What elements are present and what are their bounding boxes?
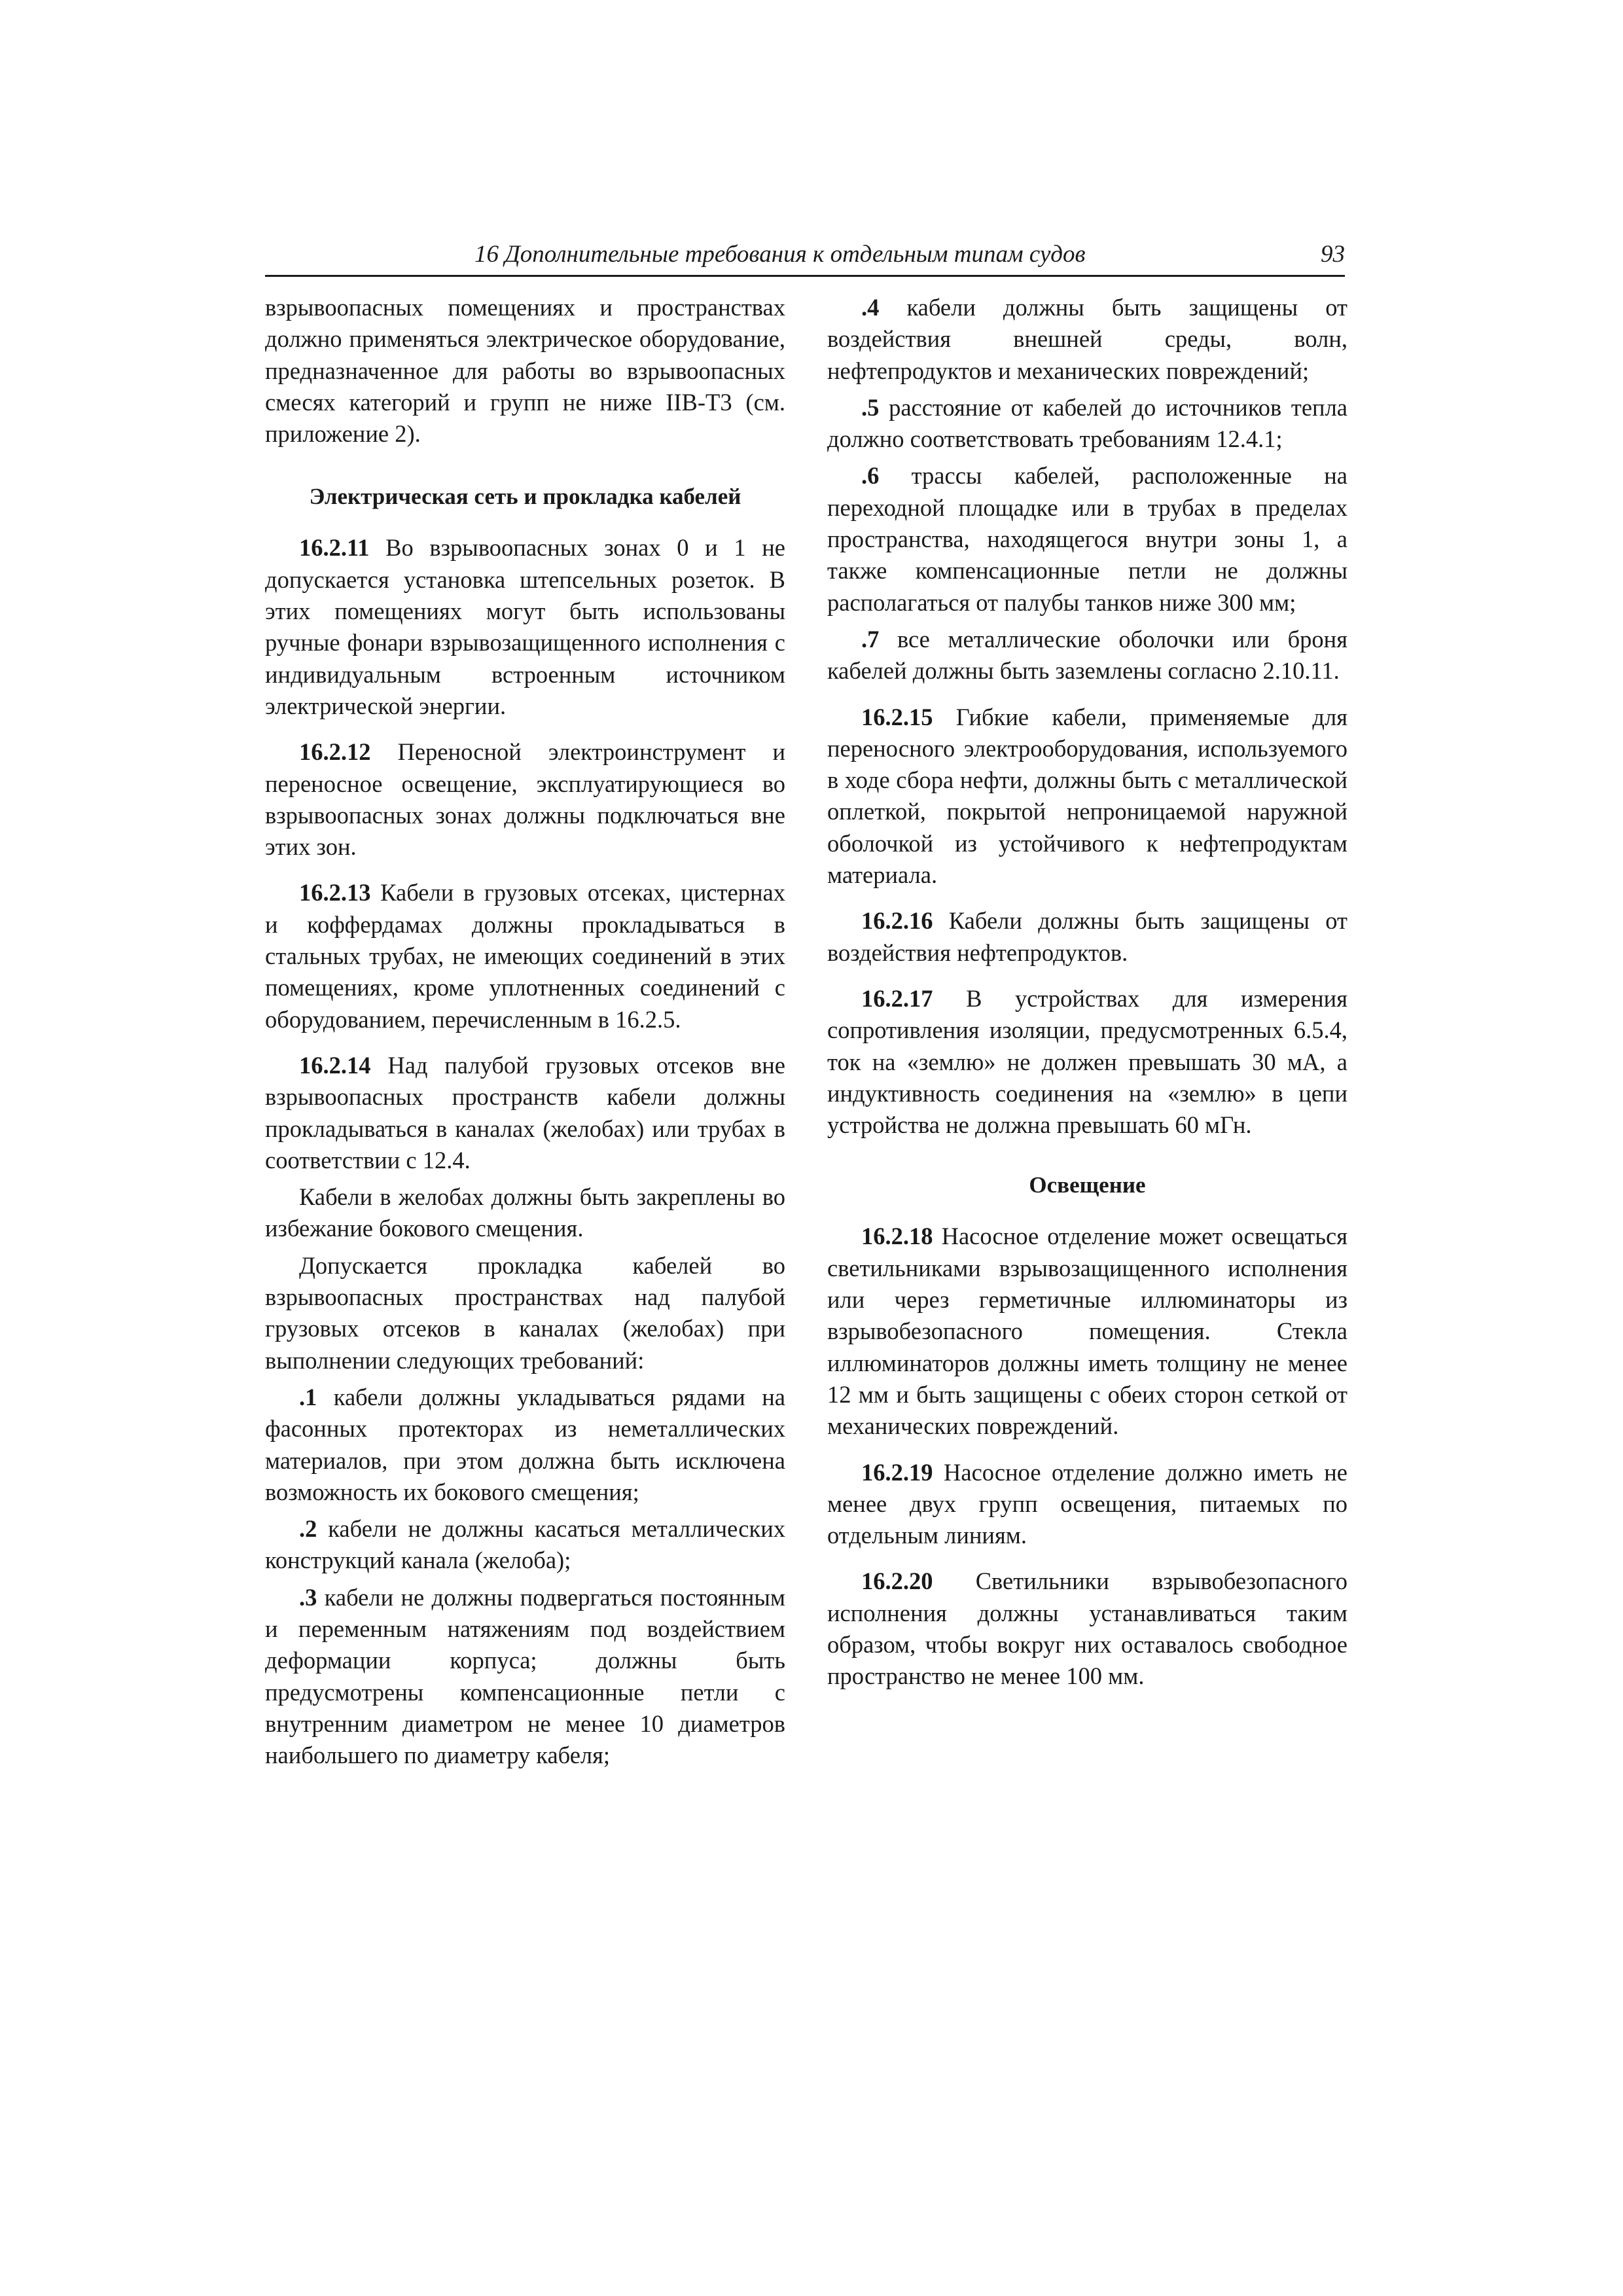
clause-text: Насосное отделение должно иметь не менее двух групп освещения, питаемых по отдельным линиям. bbox=[827, 1458, 1347, 1549]
clause-number: 16.2.11 bbox=[299, 534, 370, 562]
list-item-text: расстояние от кабелей до источников тепла должно соответствовать требованиям 12.4.1; bbox=[827, 393, 1347, 453]
clause-16-2-17 bbox=[827, 983, 1347, 1141]
clause-number: 16.2.15 bbox=[861, 703, 933, 730]
clause-text: В устройствах для измерения сопротивления изоляции, предусмотренных 6.5.4, ток на «землю» не должен превышать 30 мА, а индуктивность соединения на «землю» в цепи устройства не должна превышать 60 мГн. bbox=[827, 984, 1347, 1139]
list-item-3 bbox=[265, 1582, 785, 1772]
list-item-number: .5 bbox=[861, 393, 880, 421]
clause-number: 16.2.20 bbox=[861, 1568, 933, 1595]
list-item-text: все металлические оболочки или броня кабелей должны быть заземлены согласно 2.10.11. bbox=[827, 625, 1347, 685]
list-item-1 bbox=[265, 1382, 785, 1508]
clause-number: 16.2.12 bbox=[299, 738, 371, 766]
running-header bbox=[265, 237, 1345, 277]
list-item-number: .4 bbox=[861, 294, 880, 321]
list-item-6 bbox=[827, 460, 1347, 618]
paragraph: Допускается прокладка кабелей во взрывоопасных пространствах над палубой грузовых отсеков в каналах (желобах) при выполнении следующих требований: bbox=[265, 1251, 785, 1374]
clause-text: Кабели в грузовых отсеках, цистернах и коффердамах должны прокладываться в стальных трубах, не имеющих соединений в этих помещениях, кроме уплотненных соединений с оборудованием, перечисленным в 16.2.5. bbox=[265, 879, 785, 1033]
clause-16-2-20 bbox=[827, 1566, 1347, 1692]
list-item-number: .2 bbox=[299, 1515, 317, 1543]
clause-16-2-19 bbox=[827, 1457, 1347, 1552]
section-heading-lighting: Освещение bbox=[1029, 1172, 1146, 1198]
clause-16-2-18 bbox=[827, 1221, 1347, 1442]
list-item-text: трассы кабелей, расположенные на переходной площадке или в трубах в пределах пространства, находящегося внутри зоны 1, а также компенсационные петли не должны располагаться от палубы танков ниже 300 мм; bbox=[827, 462, 1347, 616]
clause-number: 16.2.17 bbox=[861, 984, 933, 1012]
clause-number: 16.2.16 bbox=[861, 907, 933, 935]
clause-text: Кабели должны быть защищены от воздействия нефтепродуктов. bbox=[827, 907, 1347, 966]
list-item-number: .1 bbox=[299, 1383, 317, 1410]
list-item-5 bbox=[827, 392, 1347, 456]
clause-16-2-12 bbox=[265, 736, 785, 863]
clause-text: Переносной электроинструмент и переносное освещение, эксплуатирующиеся во взрывоопасных зонах должны подключаться вне этих зон. bbox=[265, 738, 785, 861]
right-column bbox=[827, 292, 1347, 1707]
list-item-number: .7 bbox=[861, 625, 880, 653]
clause-16-2-16 bbox=[827, 905, 1347, 969]
clause-16-2-13 bbox=[265, 877, 785, 1035]
clause-number: 16.2.19 bbox=[861, 1458, 933, 1486]
clause-number: 16.2.18 bbox=[861, 1223, 933, 1250]
clause-16-2-11 bbox=[265, 532, 785, 722]
list-item-text: кабели должны быть защищены от воздействия внешней среды, волн, нефтепродуктов и механических повреждений; bbox=[827, 294, 1347, 384]
list-item-number: .3 bbox=[299, 1583, 317, 1611]
clause-16-2-15 bbox=[827, 702, 1347, 891]
clause-text: Во взрывоопасных зонах 0 и 1 не допускается установка штепсельных розеток. В этих помещениях могут быть использованы ручные фонари взрывозащищенного исполнения с индивидуальным встроенным источником электрической энергии. bbox=[265, 534, 785, 719]
clause-text: Гибкие кабели, применяемые для переносного электрооборудования, используемого в ходе сбора нефти, должны быть с металлической оплеткой, покрытой непроницаемой наружной оболочкой из устойчивого к нефтепродуктам материала. bbox=[827, 703, 1347, 889]
paragraph-continuation: взрывоопасных помещениях и пространствах должно применяться электрическое оборудование, предназначенное для работы во взрывоопасных смесях категорий и групп не ниже IIВ-Т3 (см. приложение 2). bbox=[265, 294, 785, 448]
page-number: 93 bbox=[1321, 241, 1345, 268]
list-item-text: кабели не должны касаться металлических конструкций канала (желоба); bbox=[265, 1515, 785, 1574]
list-item-7 bbox=[827, 624, 1347, 687]
list-item-number: .6 bbox=[861, 462, 880, 490]
list-item-4 bbox=[827, 292, 1347, 387]
clause-text: Над палубой грузовых отсеков вне взрывоопасных пространств кабели должны прокладываться в каналах (желобах) или трубах в соответствии с 12.4. bbox=[265, 1051, 785, 1174]
clause-text: Светильники взрывобезопасного исполнения должны устанавливаться таким образом, чтобы вокруг них оставалось свободное пространство не менее 100 мм. bbox=[827, 1568, 1347, 1690]
list-item-text: кабели не должны подвергаться постоянным и переменным натяжениям под воздействием деформации корпуса; должны быть предусмотрены компенсационные петли с внутренним диаметром не менее 10 диаметров наибольшего по диаметру кабеля; bbox=[265, 1583, 785, 1769]
clause-16-2-14 bbox=[265, 1050, 785, 1176]
left-column bbox=[265, 292, 785, 1776]
list-item-2 bbox=[265, 1513, 785, 1577]
list-item-text: кабели должны укладываться рядами на фасонных протекторах из неметаллических материалов, при этом должна быть исключена возможность их бокового смещения; bbox=[265, 1383, 785, 1505]
running-header-title: 16 Дополнительные требования к отдельным типам судов bbox=[474, 241, 1086, 268]
paragraph: Кабели в желобах должны быть закреплены во избежание бокового смещения. bbox=[265, 1183, 785, 1242]
clause-number: 16.2.14 bbox=[299, 1051, 371, 1079]
section-heading-electrical-network: Электрическая сеть и прокладка кабелей bbox=[309, 484, 741, 510]
clause-text: Насосное отделение может освещаться светильниками взрывозащищенного исполнения или через герметичные иллюминаторы из взрывобезопасного помещения. Стекла иллюминаторов должны иметь толщину не менее 12 мм и быть защищены с обеих сторон сеткой от механических повреждений. bbox=[827, 1223, 1347, 1440]
clause-number: 16.2.13 bbox=[299, 879, 371, 906]
